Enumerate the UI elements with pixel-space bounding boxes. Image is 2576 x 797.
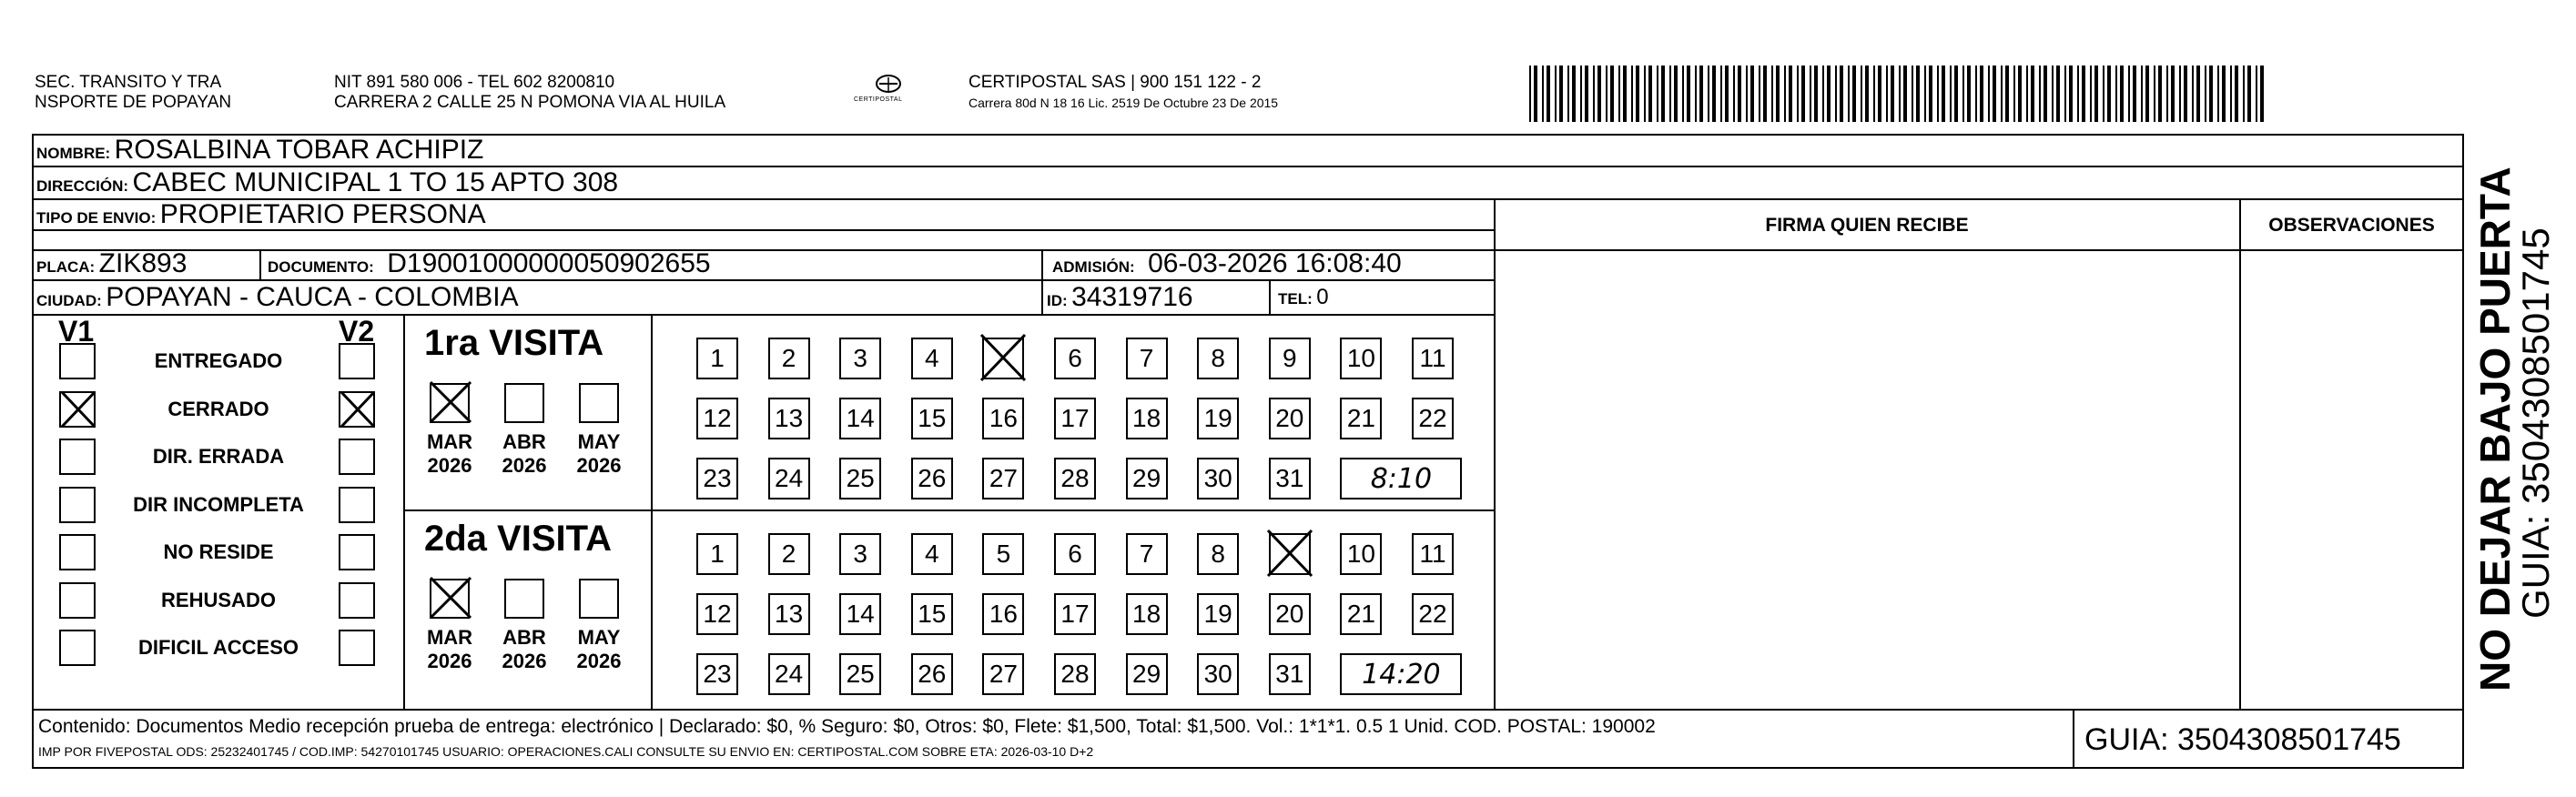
month-name: MAY <box>577 626 621 649</box>
month-name: ABR <box>502 430 546 453</box>
visit1-day-13: 13 <box>768 398 810 439</box>
visit2-day-19: 19 <box>1197 593 1239 635</box>
ciudad-value: POPAYAN - CAUCA - COLOMBIA <box>106 282 519 312</box>
visit1-day-26: 26 <box>911 458 953 499</box>
direccion-row <box>36 166 618 204</box>
visit2-day-18: 18 <box>1126 593 1168 635</box>
visit2-day-2: 2 <box>768 533 810 575</box>
visit2-day-6: 6 <box>1054 533 1096 575</box>
month-name: ABR <box>502 626 546 649</box>
visit2-day-23: 23 <box>696 653 738 695</box>
v1-checkbox-5 <box>59 534 96 570</box>
visit2-day-30: 30 <box>1197 653 1239 695</box>
visit2-month-checkbox-2 <box>504 579 544 619</box>
v1-header: V1 <box>58 315 95 348</box>
ciudad-row <box>36 281 519 318</box>
visit2-day-9 <box>1269 533 1311 575</box>
v1-checkbox-2 <box>59 391 96 428</box>
visit2-time: 14:20 <box>1340 653 1462 695</box>
visit2-day-25: 25 <box>839 653 881 695</box>
v1-checkbox-3 <box>59 439 96 475</box>
month-name: MAR <box>426 430 473 453</box>
visit1-day-18: 18 <box>1126 398 1168 439</box>
month-year: 2026 <box>427 650 472 672</box>
documento-label: DOCUMENTO: <box>268 258 374 276</box>
visit2-day-14: 14 <box>839 593 881 635</box>
visit1-day-15: 15 <box>911 398 953 439</box>
visit1-month-label-1 <box>418 430 482 478</box>
visit2-day-17: 17 <box>1054 593 1096 635</box>
documento-value: D19001000000050902655 <box>387 248 711 278</box>
certipostal-line-2: Carrera 80d N 18 16 Lic. 2519 De Octubre 23 De 2015 <box>969 96 1279 110</box>
month-year: 2026 <box>502 650 547 672</box>
month-year: 2026 <box>576 454 622 477</box>
v1-checkbox-4 <box>59 487 96 523</box>
ciudad-label: CIUDAD: <box>36 292 102 309</box>
v1-checkbox-1 <box>59 343 96 379</box>
month-year: 2026 <box>427 454 472 477</box>
visit1-month-checkbox-2 <box>504 383 544 423</box>
visit2-day-7: 7 <box>1126 533 1168 575</box>
visit2-day-5: 5 <box>982 533 1024 575</box>
visit2-day-22: 22 <box>1412 593 1454 635</box>
month-year: 2026 <box>576 650 622 672</box>
visit1-day-16: 16 <box>982 398 1024 439</box>
visit2-day-28: 28 <box>1054 653 1096 695</box>
visit1-day-31: 31 <box>1269 458 1311 499</box>
v2-checkbox-1 <box>339 343 375 379</box>
visit2-day-16: 16 <box>982 593 1024 635</box>
visit1-day-29: 29 <box>1126 458 1168 499</box>
status-label-6: REHUSADO <box>161 588 276 611</box>
v2-checkbox-6 <box>339 582 375 619</box>
visit1-day-19: 19 <box>1197 398 1239 439</box>
tipo-value: PROPIETARIO PERSONA <box>159 199 486 229</box>
status-label-4: DIR INCOMPLETA <box>133 492 304 516</box>
v2-checkbox-5 <box>339 534 375 570</box>
visit1-month-label-3 <box>567 430 631 478</box>
nombre-row <box>36 134 483 171</box>
id-row <box>1047 281 1193 318</box>
visit1-day-20: 20 <box>1269 398 1311 439</box>
visit1-day-3: 3 <box>839 338 881 379</box>
visit1-day-30: 30 <box>1197 458 1239 499</box>
status-label-2: CERRADO <box>167 397 269 420</box>
tel-row <box>1278 281 1329 317</box>
visit2-day-10: 10 <box>1340 533 1382 575</box>
visit-title-1: 1ra VISITA <box>424 323 604 363</box>
visit2-day-20: 20 <box>1269 593 1311 635</box>
visit2-day-15: 15 <box>911 593 953 635</box>
visit1-day-4: 4 <box>911 338 953 379</box>
visit1-day-17: 17 <box>1054 398 1096 439</box>
side-guia: GUIA: 3504308501745 <box>2514 227 2557 619</box>
visit1-day-23: 23 <box>696 458 738 499</box>
visit1-day-24: 24 <box>768 458 810 499</box>
barcode <box>1529 66 2276 122</box>
visit1-day-11: 11 <box>1412 338 1454 379</box>
observaciones-header: OBSERVACIONES <box>2268 215 2435 236</box>
admision-label: ADMISIÓN: <box>1052 258 1135 276</box>
visit2-day-21: 21 <box>1340 593 1382 635</box>
tel-label: TEL: <box>1278 290 1313 308</box>
tipo-label: TIPO DE ENVIO: <box>36 209 157 227</box>
visit1-day-21: 21 <box>1340 398 1382 439</box>
visit1-day-27: 27 <box>982 458 1024 499</box>
v2-checkbox-7 <box>339 630 375 666</box>
v2-checkbox-3 <box>339 439 375 475</box>
status-label-5: NO RESIDE <box>163 540 274 563</box>
status-label-7: DIFICIL ACCESO <box>137 636 299 659</box>
v2-checkbox-4 <box>339 487 375 523</box>
visit2-month-label-2 <box>492 626 556 673</box>
tel-value: 0 <box>1316 285 1329 309</box>
footer-imp: IMP POR FIVEPOSTAL ODS: 25232401745 / COD.IMP: 54270101745 USUARIO: OPERACIONES.CALI CONSULTE SU ENVIO EN: CERTIPOSTAL.COM SOBRE ETA: 2026-03-10 D+2 <box>38 744 1094 759</box>
visit2-day-26: 26 <box>911 653 953 695</box>
v2-checkbox-2 <box>339 391 375 428</box>
admision-value: 06-03-2026 16:08:40 <box>1148 248 1402 278</box>
v1-checkbox-7 <box>59 630 96 666</box>
no-dejar-warning: NO DEJAR BAJO PUERTA <box>2471 166 2519 691</box>
visit2-day-3: 3 <box>839 533 881 575</box>
visit1-day-25: 25 <box>839 458 881 499</box>
visit1-day-9: 9 <box>1269 338 1311 379</box>
direccion-value: CABEC MUNICIPAL 1 TO 15 APTO 308 <box>132 167 619 197</box>
footer-guia: GUIA: 3504308501745 <box>2084 722 2401 757</box>
placa-row <box>36 247 187 285</box>
certipostal-logo <box>852 71 925 113</box>
placa-value: ZIK893 <box>98 248 188 278</box>
v2-header: V2 <box>339 315 375 348</box>
nombre-label: NOMBRE: <box>36 145 111 162</box>
visit2-month-label-3 <box>567 626 631 673</box>
id-value: 34319716 <box>1071 282 1193 312</box>
tipo-row <box>36 199 486 235</box>
visit1-day-2: 2 <box>768 338 810 379</box>
visit1-day-22: 22 <box>1412 398 1454 439</box>
visit-title-2: 2da VISITA <box>424 519 612 559</box>
footer-contenido: Contenido: Documentos Medio recepción prueba de entrega: electrónico | Declarado: $0, % Seguro: $0, Otros: $0, Flete: $1,500, Total: $1,500. Vol.: 1*1*1. 0.5 1 Unid. COD. POSTAL: 190002 <box>38 716 1656 737</box>
visit1-month-label-2 <box>492 430 556 478</box>
visit2-day-29: 29 <box>1126 653 1168 695</box>
visit1-month-checkbox-3 <box>579 383 619 423</box>
visit2-day-12: 12 <box>696 593 738 635</box>
visit2-day-31: 31 <box>1269 653 1311 695</box>
logo-text: CERTIPOSTAL <box>854 96 903 103</box>
visit2-month-label-1 <box>418 626 482 673</box>
nit-line-1: NIT 891 580 006 - TEL 602 8200810 <box>334 73 615 92</box>
nombre-value: ROSALBINA TOBAR ACHIPIZ <box>114 135 484 165</box>
status-label-1: ENTREGADO <box>154 349 283 372</box>
visit1-month-checkbox-1 <box>430 383 470 423</box>
v1-checkbox-6 <box>59 582 96 619</box>
direccion-label: DIRECCIÓN: <box>36 177 129 195</box>
visit2-day-11: 11 <box>1412 533 1454 575</box>
visit1-day-10: 10 <box>1340 338 1382 379</box>
visit2-day-27: 27 <box>982 653 1024 695</box>
certipostal-line-1: CERTIPOSTAL SAS | 900 151 122 - 2 <box>969 73 1262 92</box>
month-year: 2026 <box>502 454 547 477</box>
sender-line-1: SEC. TRANSITO Y TRA <box>35 73 222 92</box>
admision-row <box>1052 247 1402 285</box>
firma-header: FIRMA QUIEN RECIBE <box>1765 215 1969 236</box>
visit1-day-8: 8 <box>1197 338 1239 379</box>
documento-row <box>268 247 711 285</box>
sender-line-2: NSPORTE DE POPAYAN <box>35 93 232 112</box>
visit1-day-14: 14 <box>839 398 881 439</box>
month-name: MAY <box>577 430 621 453</box>
visit2-day-4: 4 <box>911 533 953 575</box>
visit1-day-12: 12 <box>696 398 738 439</box>
month-name: MAR <box>426 626 473 649</box>
visit2-day-24: 24 <box>768 653 810 695</box>
visit2-day-8: 8 <box>1197 533 1239 575</box>
visit2-day-13: 13 <box>768 593 810 635</box>
visit1-day-6: 6 <box>1054 338 1096 379</box>
status-label-3: DIR. ERRADA <box>152 445 285 468</box>
visit1-day-7: 7 <box>1126 338 1168 379</box>
visit2-month-checkbox-3 <box>579 579 619 619</box>
id-label: ID: <box>1047 292 1068 309</box>
placa-label: PLACA: <box>36 258 96 276</box>
nit-line-2: CARRERA 2 CALLE 25 N POMONA VIA AL HUILA <box>334 93 726 112</box>
visit1-day-1: 1 <box>696 338 738 379</box>
visit1-day-28: 28 <box>1054 458 1096 499</box>
visit1-time: 8:10 <box>1340 458 1462 499</box>
visit1-day-5 <box>982 338 1024 379</box>
visit2-month-checkbox-1 <box>430 579 470 619</box>
visit2-day-1: 1 <box>696 533 738 575</box>
